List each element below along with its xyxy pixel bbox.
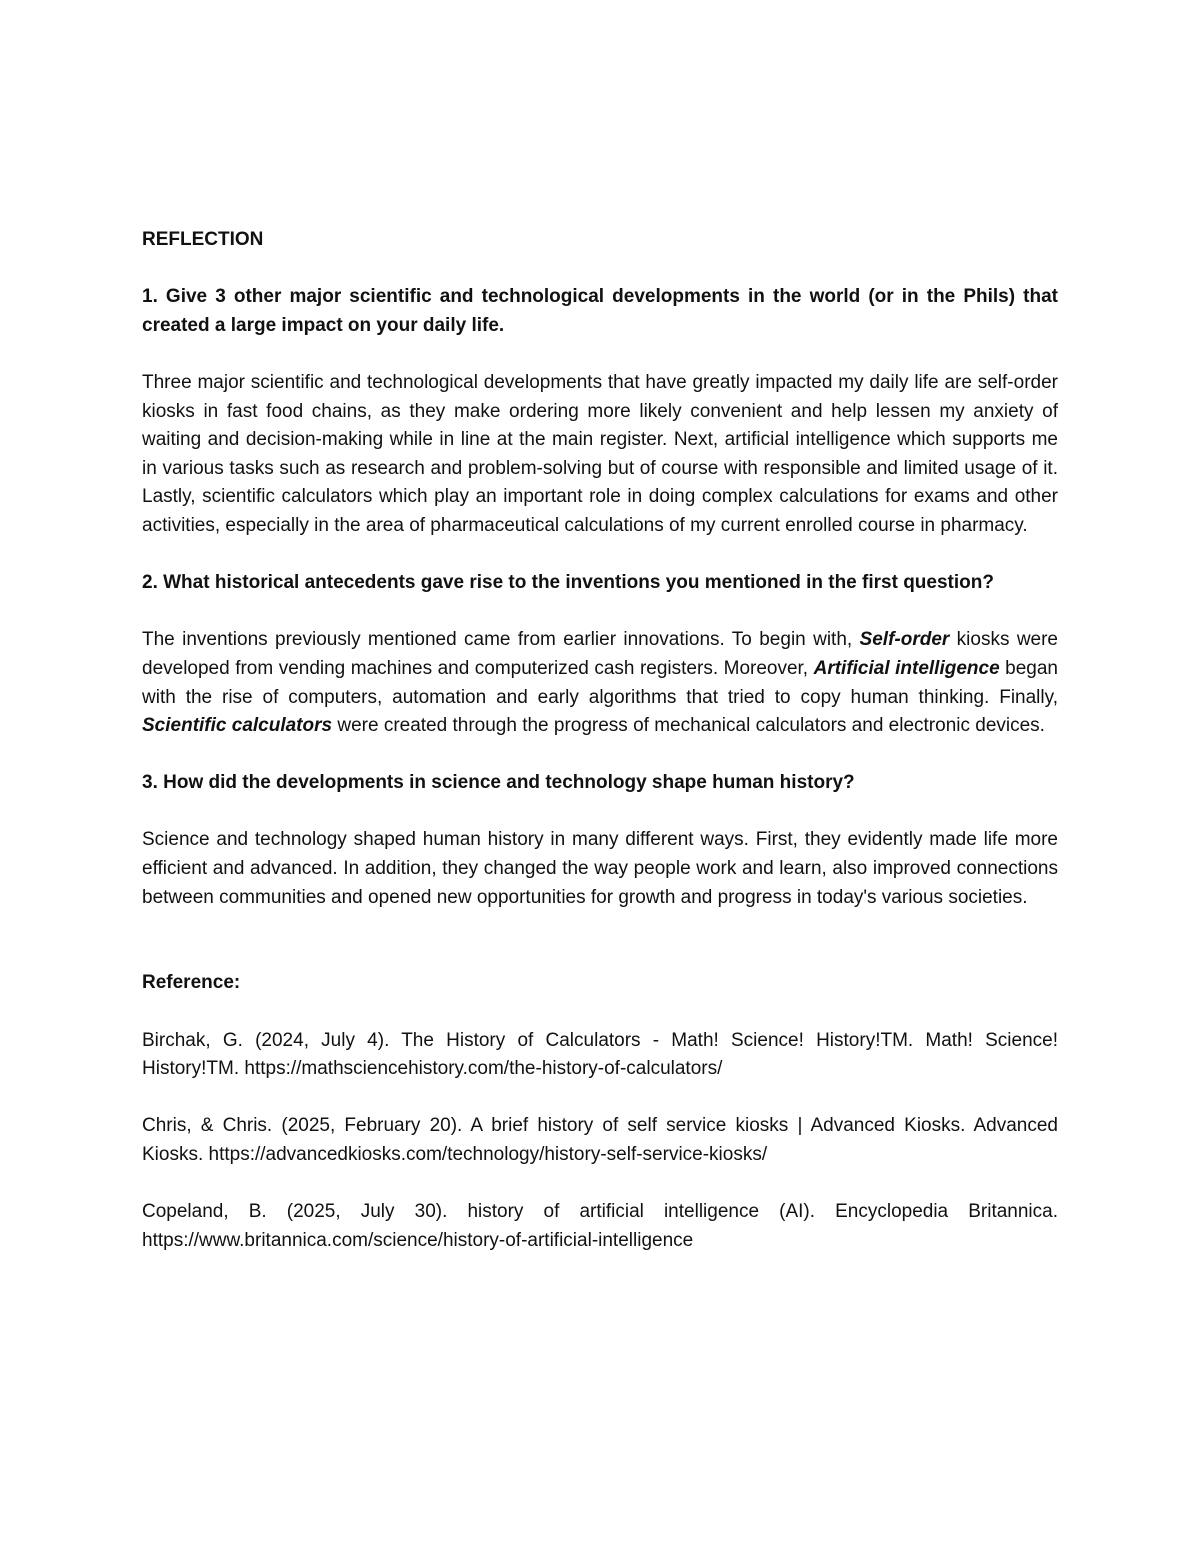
document-page (142, 226, 1058, 1255)
reference-item: Copeland, B. (2025, July 30). history of artificial intelligence (AI). Encyclopedia Britannica. https://www.britannica.com/science/history-of-artificial-intelligence (142, 1201, 1058, 1251)
answer-2-text-2: kiosks were developed from vending machines and computerized cash registers. Moreover, (142, 629, 1059, 679)
answer-2-text-4: were created through the progress of mechanical calculators and electronic devices. (332, 715, 1045, 737)
answer-1: Three major scientific and technological developments that have greatly impacted my daily life are self-order kiosks in fast food chains, as they make ordering more likely convenient and help lessen my anxiety of waiting and decision-making while in line at the main register. Next, artificial intelligence which supports me in various tasks such as research and problem-solving but of course with responsible and limited usage of it. Lastly, scientific calculators which play an important role in doing complex calculations for exams and other activities, especially in the area of pharmaceutical calculations of my current enrolled course in pharmacy. (142, 371, 1058, 536)
answer-2-text-3: began with the rise of computers, automation and early algorithms that tried to copy human thinking. Finally, (142, 657, 1058, 708)
document-title: REFLECTION (142, 229, 264, 250)
answer-2-emphasis-calculators: Scientific calculators (142, 715, 333, 737)
answer-2 (142, 626, 1058, 740)
answer-2-text-1: The inventions previously mentioned came from earlier innovations. To begin with, (142, 629, 860, 651)
question-1: 1. Give 3 other major scientific and technological developments in the world (or in the Phils) that created a large impact on your daily life. (142, 286, 1058, 336)
question-2: 2. What historical antecedents gave rise to the inventions you mentioned in the first question? (142, 572, 994, 594)
question-3: 3. How did the developments in science and technology shape human history? (142, 772, 855, 794)
answer-2-emphasis-self-order: Self-order (859, 629, 950, 651)
answer-3: Science and technology shaped human history in many different ways. First, they evidently made life more efficient and advanced. In addition, they changed the way people work and learn, also improved connections between communities and opened new opportunities for growth and progress in today's various societies. (142, 829, 1058, 908)
references-heading: Reference: (142, 972, 241, 994)
reference-item: Birchak, G. (2024, July 4). The History of Calculators - Math! Science! History!TM. Math! Science! History!TM. https://mathsciencehistory.com/the-history-of-calculators/ (142, 1029, 1058, 1080)
reference-item: Chris, & Chris. (2025, February 20). A brief history of self service kiosks | Advanced Kiosks. Advanced Kiosks. https://advancedkiosks.com/technology/history-self-service-kiosks/ (142, 1115, 1058, 1165)
answer-2-emphasis-ai: Artificial intelligence (813, 657, 1000, 679)
